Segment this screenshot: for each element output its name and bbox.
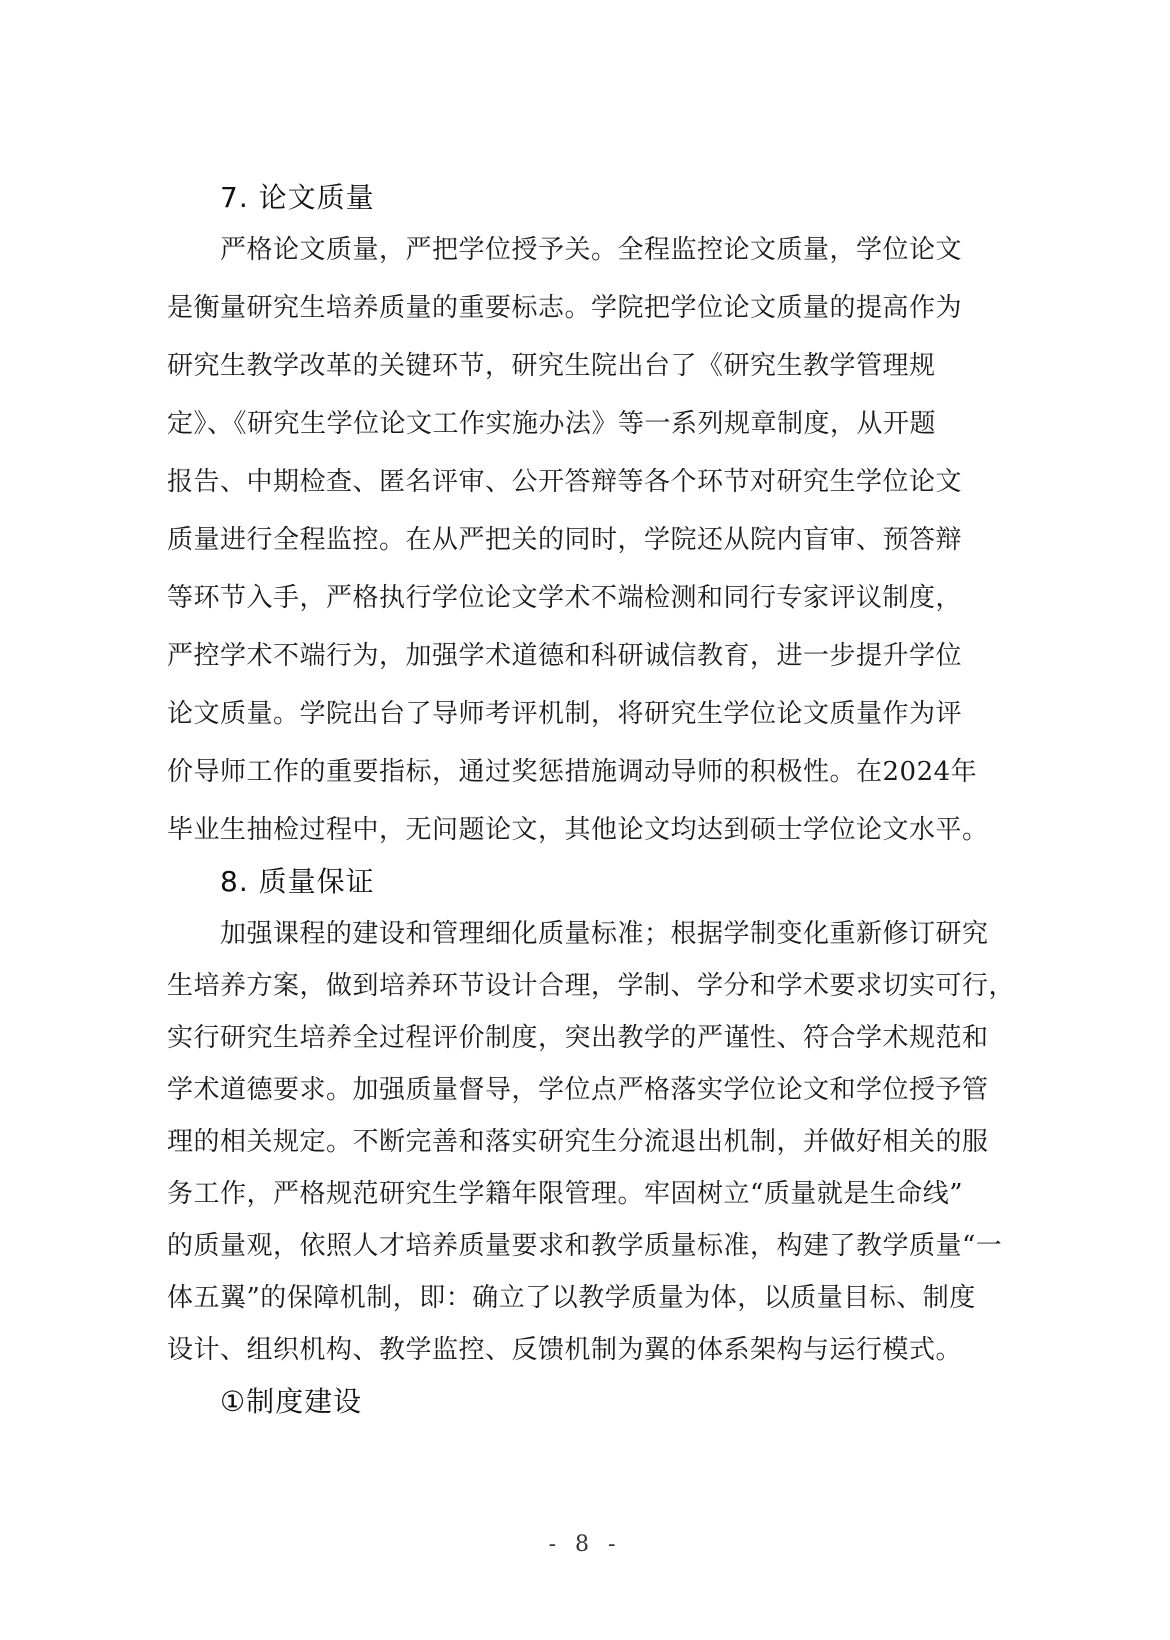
paragraph-line: 研究生教学改革的关键环节，研究生院出台了《研究生教学管理规 <box>167 351 936 381</box>
section-8-heading: 8. 质量保证 <box>220 865 375 898</box>
paragraph-line: 质量进行全程监控。在从严把关的同时，学院还从院内盲审、预答辩 <box>167 525 963 555</box>
paragraph-line: 论文质量。学院出台了导师考评机制，将研究生学位论文质量作为评 <box>167 699 963 729</box>
paragraph-line: 毕业生抽检过程中，无问题论文，其他论文均达到硕士学位论文水平。 <box>167 815 989 845</box>
paragraph-line: 体五翼”的保障机制，即：确立了以教学质量为体，以质量目标、制度 <box>167 1283 976 1313</box>
paragraph-line: 严格论文质量，严把学位授予关。全程监控论文质量，学位论文 <box>220 235 963 265</box>
paragraph-line: 务工作，严格规范研究生学籍年限管理。牢固树立“质量就是生命线” <box>167 1179 964 1209</box>
paragraph-line: 生培养方案，做到培养环节设计合理，学制、学分和学术要求切实可行， <box>167 971 1016 1001</box>
paragraph-line: 理的相关规定。不断完善和落实研究生分流退出机制，并做好相关的服 <box>167 1127 989 1157</box>
subsection-heading: ①制度建设 <box>220 1385 363 1418</box>
paragraph-line: 学术道德要求。加强质量督导，学位点严格落实学位论文和学位授予管 <box>167 1075 989 1105</box>
page-number: - 8 - <box>548 1532 622 1557</box>
paragraph-line: 实行研究生培养全过程评价制度，突出教学的严谨性、符合学术规范和 <box>167 1023 989 1053</box>
paragraph-line: 是衡量研究生培养质量的重要标志。学院把学位论文质量的提高作为 <box>167 293 963 323</box>
paragraph-line: 加强课程的建设和管理细化质量标准；根据学制变化重新修订研究 <box>220 919 989 949</box>
paragraph-line: 价导师工作的重要指标，通过奖惩措施调动导师的积极性。在2024年 <box>167 757 978 787</box>
paragraph-line: 等环节入手，严格执行学位论文学术不端检测和同行专家评议制度， <box>167 583 963 613</box>
paragraph-line: 的质量观，依照人才培养质量要求和教学质量标准，构建了教学质量“一 <box>167 1231 1003 1261</box>
section-7-heading: 7. 论文质量 <box>220 181 375 214</box>
paragraph-line: 严控学术不端行为，加强学术道德和科研诚信教育，进一步提升学位 <box>167 641 963 671</box>
paragraph-line: 设计、组织机构、教学监控、反馈机制为翼的体系架构与运行模式。 <box>167 1335 963 1365</box>
paragraph-line: 报告、中期检查、匿名评审、公开答辩等各个环节对研究生学位论文 <box>167 467 963 497</box>
paragraph-line: 定》、《研究生学位论文工作实施办法》等一系列规章制度，从开题 <box>167 409 937 439</box>
